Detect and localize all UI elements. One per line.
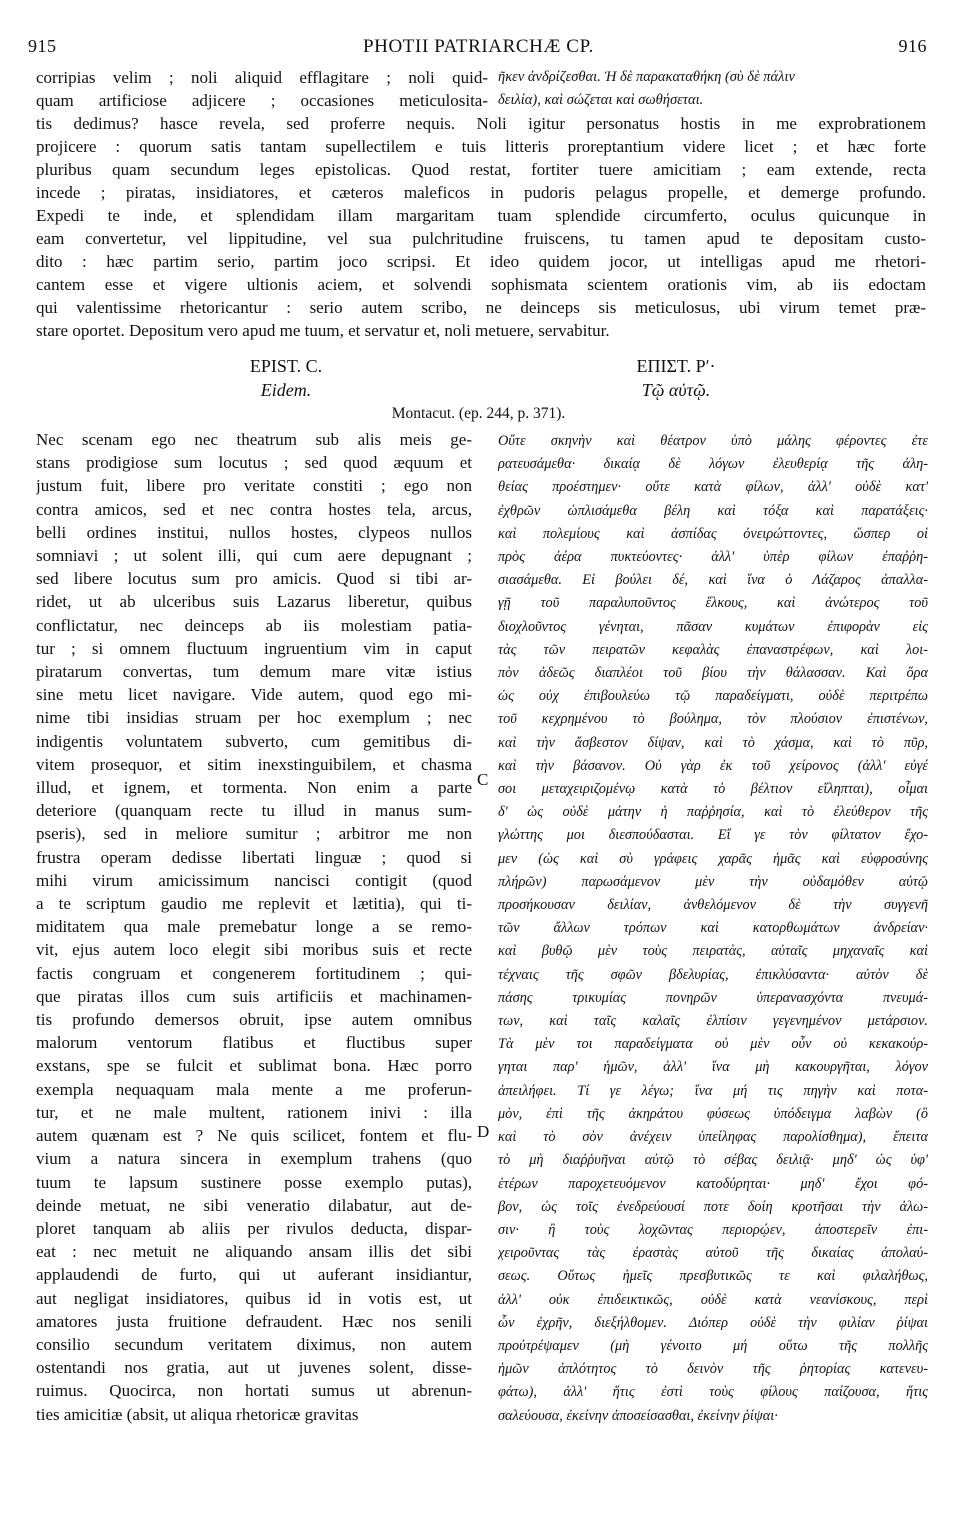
text-line: φάτω), ἀλλ' ἥτις ἐστὶ τοὺς φίλους παίζουσα, ἥτις [498,1384,928,1401]
page-header [0,36,957,60]
text-line: μεν (ὡς καὶ σὺ γράφεις χαρᾶς ἡμᾶς καὶ εὐφροσύνης [498,850,928,867]
text-line: indigentis voluntatem subverto, cum gemitibus di- [36,731,472,751]
text-line: stare oportet. Depositum vero apud me tuum, et servatur et, noli metuere, servabitur. [36,321,610,340]
text-line: πλήρῶν) παρωσάμενον μὲν τὴν οὐδαμόθεν αὐτῷ [498,873,928,890]
text-line: tur ; si omnem fluctuum ingruentium vim in caput [36,638,472,658]
text-line: των, καὶ ταῖς καλαῖς ἐλπίσιν γεγενημένον μετάρσιον. [498,1013,928,1030]
text-line: pseris), sed in meliore sumitur ; arbitror me non [36,824,472,844]
text-line: stans prodigiose sum locutus ; sed quod æquum et [36,453,472,473]
text-line: nime tibi insidias struam per hoc exemplum ; nec [36,708,472,728]
greek-epistle-recipient: Τῷ αὐτῷ. [641,380,711,400]
latin-epistle-number: EPIST. C. [249,356,323,376]
text-line: δ' ὡς οὐδὲ μάτην ἡ παῤῥησία, καὶ τὸ ἐλεύθερον τῆς [498,804,928,821]
text-line: διοχλοῦντος γένηται, πᾶσαν κυμάτων ἐπιφορὰν εἰς [498,618,928,635]
text-line: aut negligat insidiatores, quibus id in votis est, ut [36,1288,472,1308]
text-line: σεως. Οὕτως ἡμεῖς πρεσβυτικῶς τε καὶ φιλαλήθως, [498,1268,928,1285]
text-line: τὸ μὴ διαῤῥυῆναι αὐτῷ τὸ σέβας δειλιᾷ· μηδ' ὡς ὑφ' [498,1152,928,1169]
top-greek-fragment [498,66,928,112]
text-line: καὶ βυθῷ μὲν τοὺς πειρατὰς, αὐταῖς μηχαναῖς καὶ [498,943,928,960]
text-line: vit, ejus autem loco elegit sibi moribus suis et recte [36,940,472,960]
text-line: pluribus quam secundum leges epistolicas. Quod restat, fortiter tuere amicitiam ; eam extende, recta [36,160,926,179]
text-line: deteriore (quanquam recte tu illud in manus sum- [36,801,472,821]
text-line: σιασάμεθα. Εἰ βούλει δέ, καὶ ἵνα ὁ Λάζαρος ἀπαλλα- [498,572,928,589]
text-line: tuum te lapsum sustinere posse exemplo putas), [36,1172,472,1192]
text-line: μὸν, ἐπὶ τῆς ἀκηράτου φύσεως ὑπόδειγμα λαβὼν (ὃ [498,1105,928,1122]
text-line: Expedi te inde, et splendidam illam margaritam tuam splendide circumferto, oculus quicunque in [36,206,926,225]
text-line: dito : hæc partim serio, partim joco scripsi. Et ideo quidem jocor, ut intelligas apud me rhetori- [36,252,926,271]
text-line: πάσης τρικυμίας πονηρῶν ὑπερανασχόντα πνευμά- [498,989,928,1006]
text-line: γῇ τοῦ παραλυποῦντος ἕλκους, καὶ ἀνώτερος τοῦ [498,595,928,612]
text-line: justum fuit, libere pro veritate constiti ; ego non [36,476,472,496]
text-line: τέχναις τῆς σφῶν βδελυρίας, ἐπικλύσαντα· αὐτὸν δὲ [498,966,928,983]
text-line: ridet, ut ab ulceribus suis Lazarus liberetur, quibus [36,592,472,612]
text-line: contra amicos, sed et nec contra hostes tela, arcus, [36,499,472,519]
text-line: πὸν ἀδεῶς διαπλέοι τοῦ βίου τὴν θάλασσαν. Καὶ ὅρα [498,665,928,682]
text-line: γηται παρ' ἡμῶν, ἀλλ' ἵνα μὴ κακουργῆται, λόγον [498,1059,928,1076]
text-line: piratarum convertas, tum demum mare vitæ istius [36,662,472,682]
text-line: ostentandi nos gratia, aut ut juvenes solent, disse- [36,1358,472,1378]
text-line: cantem esse et vigere ultionis aciem, et solvendi sophismata scientem orationis vim, ab iis edoctam [36,275,926,294]
text-line: ὡς οὐχ ἐπιβουλεύω τῷ παραδείγματι, οὐδὲ περιτρέπω [498,688,928,705]
text-line: καὶ τὸ σὸν ἀνέχειν ὑπείληφας παρολίσθημα), ἔπειτα [498,1129,928,1146]
text-line: Οὔτε σκηνὴν καὶ θέατρον ὑπὸ μάλης φέροντες ἐτε [498,433,928,449]
text-line: θείας προέστημεν· οὔτε κατὰ φίλων, ἀλλ' οὐδὲ κατ' [498,479,928,496]
greek-epistle-number: ΕΠΙΣΤ. Ρʹ· [636,356,716,376]
text-line: consilio secundum veritatem diximus, non autem [36,1334,472,1354]
text-line: ruimus. Quocirca, non hortati sumus ut abrenun- [36,1381,472,1401]
text-line: belli ordines institui, nullos hostes, clypeos nullos [36,522,472,542]
top-latin-fragment [36,66,488,112]
text-line: καὶ πολεμίους καὶ ἀσπίδας ὀνειρώττοντες, ὥσπερ οἱ [498,525,928,542]
text-line: τῶν ἄλλων τρόπων καὶ κατορθωμάτων ἀνδρείαν· [498,920,928,937]
text-line: quam artificiose adjicere ; occasiones meticulosita- [36,91,488,110]
greek-epistle-heading [616,354,736,402]
text-line: Nec scenam ego nec theatrum sub alis meis ge- [36,430,472,449]
text-line: exempla nequaquam mala mente a me proferun- [36,1079,472,1099]
full-width-paragraph [36,112,926,342]
text-line: tur, et ne male multent, rationem inivi : illa [36,1102,472,1122]
text-line: eat : nec metuit ne aliquando ansam illis det sibi [36,1242,472,1262]
text-line: Τὰ μὲν τοι παραδείγματα οὐ μὲν οὖν οὐ κεκακούρ- [498,1036,928,1053]
text-line: ἐχθρῶν ὡπλισάμεθα βέλη καὶ τόξα καὶ παρατάξεις· [498,502,928,519]
text-line: deinde metuat, ne sibi veneratio dilabatur, aut de- [36,1195,472,1215]
text-line: conflictatur, nec deinceps ab iis molestiam patia- [36,615,472,635]
greek-column [498,430,928,1428]
latin-epistle-heading [206,354,366,402]
text-line: καὶ τὴν ἄσβεστον δίψαν, καὶ τὸ χάσμα, καὶ τὸ πῦρ, [498,734,928,751]
text-line: qui valentissime rhetoricantur : serio autem scribo, ne deinceps sis meticulosus, ubi virum temet præ- [36,298,926,317]
text-line: somniavi ; ut solent illi, qui cum aere depugnant ; [36,546,472,566]
text-line: ploret tanquam ab aliis per rivulos deducta, dispar- [36,1218,472,1238]
text-line: incede ; piratas, insidiatores, et cæteros maleficos in pudoris pelagus propelle, et demerge profundo. [36,183,926,202]
margin-marker-d: D [477,1122,490,1141]
text-line: frustra operam dedisse libertati linguæ ; quod si [36,847,472,867]
text-line: applaudendi de furto, qui ut auferant insidiantur, [36,1265,472,1285]
text-line: ὧν ἐχρῆν, διεξήλθομεν. Διόπερ οὐδὲ τὴν φιλίαν ῥίψαι [498,1314,928,1331]
text-line: factis congruam et congenerem fortitudinem ; qui- [36,963,472,983]
text-line: illud, et ignem, et tormenta. Non enim a parte [36,778,472,798]
right-column-number: 916 [898,36,927,56]
text-line: ties amicitiæ (absit, ut aliqua rhetoricæ gravitas [36,1404,359,1424]
left-column-number: 915 [28,36,57,56]
text-line: exstans, spe se fulcit et sublimat bona. Hæc porro [36,1056,472,1076]
text-line: amatores justa fruitione defraudent. Hæc nos senili [36,1311,472,1331]
text-line: ρατευσάμεθα· δικαίᾳ δὲ λόγων ἐλευθερίᾳ τῆς ἀλη- [498,456,928,473]
text-line: ἀπειλήφει. Τί γε λέγω; ἵνα μή τις πηγὴν καὶ ποτα- [498,1082,928,1099]
latin-column [36,428,472,1426]
text-line: γλώττης μοι διεσπούδασται. Εἴ γε τὸν φίλτατον ἔχο- [498,827,928,844]
text-line: vitem prosequor, et sitim inexstinguibilem, et chasma [36,754,472,774]
text-line: ῆκεν ἀνδρίζεσθαι. Ἡ δὲ παρακαταθήκη (σὺ δὲ πάλιν [498,69,795,85]
text-line: σαλεύουσα, ἐκείνην ἀποσείσασθαι, ἐκείνην ῥίψαι· [498,1407,778,1424]
text-line: καὶ τὴν βάσανον. Οὐ γὰρ ἐκ τοῦ χείρονος (ἀλλ' εὐγέ [498,757,928,774]
text-line: ἡμῶν ἀπλότητος τὸ δεινὸν τῆς ῥητορίας κατενευ- [498,1361,928,1378]
text-line: mihi virum amicissimum nancisci contigit (quod [36,870,472,890]
text-line: a te scriptum gaudio me replevit et lætitia), qui ti- [36,894,472,914]
text-line: βον, ὡς τοῖς ἐνεδρεύουσί ποτε δοίη κροτῆσαι τὴν ἀλω- [498,1198,928,1215]
text-line: sine metu licet navigare. Vide autem, quod ego mi- [36,685,472,705]
text-line: miditatem qua male premebatur longe a se remo- [36,917,472,937]
text-line: προὐτρέψαμεν (μὴ γένοιτο μή οὕτω τῆς πολλῆς [498,1337,928,1354]
text-line: προσήκουσαν δειλίαν, ἀνθελόμενον δὲ τὴν συγγενῆ [498,897,928,914]
text-line: σοι μεταχειριζομένῳ κατὰ τὸ βέλτιον εἴληπται), οἶμαι [498,781,928,798]
text-line: autem quænam est ? Ne quis scilicet, fontem et flu- [36,1126,472,1146]
text-line: corripias velim ; noli aliquid efflagitare ; noli quid- [36,68,488,87]
text-line: vium a natura sincera in exemplum trahens (quo [36,1149,472,1169]
text-line: τοῦ κεχρημένου τὸ βούλημα, τὸν πλούσιον ἐπιστένων, [498,711,928,728]
text-line: ἀλλ' οὐκ ἐπιδεικτικῶς, οὐδὲ κατὰ νεανίσκους, περὶ [498,1291,928,1308]
text-line: projicere : quorum satis tantam supellectilem e tuis litteris proreptantium videre licet ; et hæc forte [36,137,926,156]
margin-marker-c: C [477,770,489,789]
text-line: tis profundo demersos obruit, ipse autem omnibus [36,1010,472,1030]
text-line: σιν· ἢ τοὺς λοχῶντας περιορῴεν, ἀποστερεῖν ἐπι- [498,1221,928,1238]
text-line: eam convertetur, vel lippitudine, vel sua pulchritudine fruiscens, tu tamen apud te depositam custo- [36,229,926,248]
text-line: χειροῦντας τὰς ἐραστὰς αὐτοῦ τῆς δικαίας ἀπολαύ- [498,1245,928,1262]
text-line: tis dedimus? hasce revela, sed proferre nequis. Noli igitur personatus hostis in me exprobrationem [36,114,926,133]
text-line: τὰς τῶν πειρατῶν κεφαλὰς ἐπαναστρέφων, καὶ λοι- [498,641,928,658]
latin-epistle-recipient: Eidem. [260,380,312,400]
text-line: ἑτέρων παροχετευόμενον κατοδύρηται· μηδ' ἔχοι φό- [498,1175,928,1192]
source-reference: Montacut. (ep. 244, p. 371). [391,405,566,422]
text-line: πρὸς ἀέρα πυκτεύοντες· ἀλλ' ὑπὲρ φίλων ἐπαῤῥη- [498,549,928,566]
text-line: sed libere locutus sum pro amicis. Quod si tibi ar- [36,569,472,589]
text-line: malorum ventorum flatibus et fluctibus super [36,1033,472,1053]
text-line: que piratas illos cum suis artificiis et machinamen- [36,986,472,1006]
text-line: δειλία), καὶ σώζεται καὶ σωθήσεται. [498,92,704,108]
running-title: PHOTII PATRIARCHÆ CP. [363,36,594,57]
